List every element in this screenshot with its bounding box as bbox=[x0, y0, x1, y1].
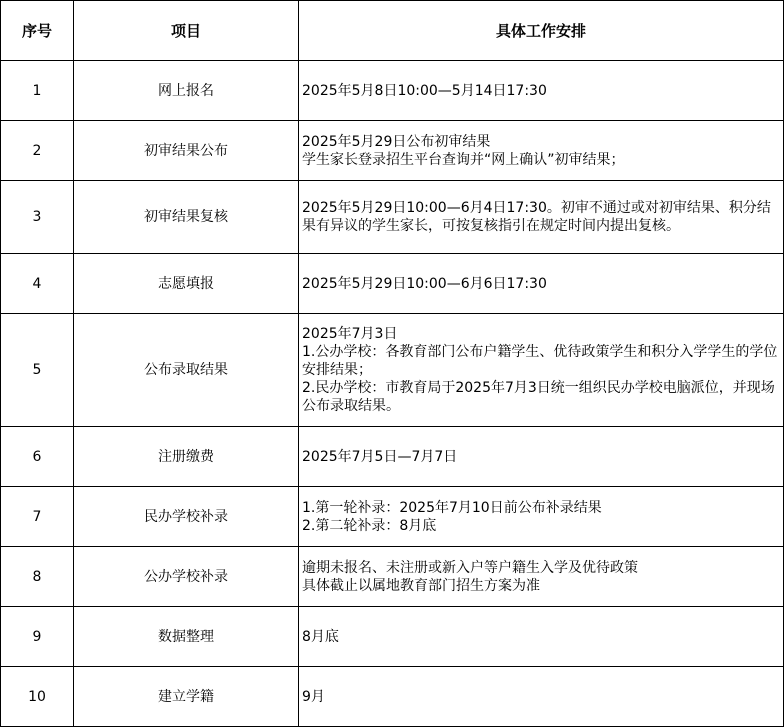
row-no: 2 bbox=[1, 121, 74, 181]
table-row bbox=[1, 667, 784, 727]
row-item: 建立学籍 bbox=[74, 667, 299, 727]
table-row bbox=[1, 121, 784, 181]
row-no: 1 bbox=[1, 61, 74, 121]
row-item: 民办学校补录 bbox=[74, 487, 299, 547]
detail-line: 1.第一轮补录：2025年7月10日前公布补录结果 bbox=[302, 499, 602, 516]
header-row bbox=[1, 1, 784, 61]
detail-line: 8月底 bbox=[302, 628, 339, 645]
table-row bbox=[1, 487, 784, 547]
row-detail bbox=[299, 427, 784, 487]
row-item: 网上报名 bbox=[74, 61, 299, 121]
row-no: 6 bbox=[1, 427, 74, 487]
detail-line: 9月 bbox=[302, 688, 325, 705]
row-item: 注册缴费 bbox=[74, 427, 299, 487]
table-row bbox=[1, 547, 784, 607]
row-item: 初审结果公布 bbox=[74, 121, 299, 181]
header-item: 项目 bbox=[74, 1, 299, 61]
table-row bbox=[1, 314, 784, 427]
table-row bbox=[1, 427, 784, 487]
detail-line: 2025年5月29日10:00—6月4日17:30。初审不通过或对初审结果、积分结果有异议的学生家长，可按复核指引在规定时间内提出复核。 bbox=[302, 200, 771, 234]
detail-line: 2025年7月5日—7月7日 bbox=[302, 448, 458, 465]
detail-line: 2025年7月3日 bbox=[302, 326, 398, 342]
row-item: 公办学校补录 bbox=[74, 547, 299, 607]
row-detail bbox=[299, 121, 784, 181]
row-detail bbox=[299, 667, 784, 727]
detail-line: 2025年5月29日10:00—6月6日17:30 bbox=[302, 275, 547, 292]
row-detail bbox=[299, 487, 784, 547]
row-item: 公布录取结果 bbox=[74, 314, 299, 427]
row-detail bbox=[299, 181, 784, 254]
row-no: 7 bbox=[1, 487, 74, 547]
row-no: 8 bbox=[1, 547, 74, 607]
detail-line: 2.民办学校：市教育局于2025年7月3日统一组织民办学校电脑派位，并现场公布录取结果。 bbox=[302, 380, 775, 414]
table-row bbox=[1, 61, 784, 121]
row-detail bbox=[299, 254, 784, 314]
detail-line: 逾期未报名、未注册或新入户等户籍生入学及优待政策 bbox=[302, 559, 638, 576]
header-no: 序号 bbox=[1, 1, 74, 61]
row-no: 5 bbox=[1, 314, 74, 427]
detail-line: 1.公办学校：各教育部门公布户籍学生、优待政策学生和积分入学学生的学位安排结果； bbox=[302, 344, 778, 378]
row-detail bbox=[299, 314, 784, 427]
detail-line: 2025年5月29日公布初审结果 bbox=[302, 133, 491, 150]
row-no: 9 bbox=[1, 607, 74, 667]
row-item: 志愿填报 bbox=[74, 254, 299, 314]
row-detail bbox=[299, 61, 784, 121]
detail-line: 学生家长登录招生平台查询并“网上确认”初审结果； bbox=[302, 151, 625, 168]
detail-line: 2025年5月8日10:00—5月14日17:30 bbox=[302, 82, 547, 99]
row-no: 4 bbox=[1, 254, 74, 314]
detail-line: 2.第二轮补录：8月底 bbox=[302, 517, 437, 534]
detail-line: 具体截止以属地教育部门招生方案为准 bbox=[302, 577, 540, 594]
table-row bbox=[1, 181, 784, 254]
row-detail bbox=[299, 547, 784, 607]
row-no: 3 bbox=[1, 181, 74, 254]
row-no: 10 bbox=[1, 667, 74, 727]
row-item: 初审结果复核 bbox=[74, 181, 299, 254]
row-detail bbox=[299, 607, 784, 667]
table-row bbox=[1, 254, 784, 314]
row-item: 数据整理 bbox=[74, 607, 299, 667]
table-row bbox=[1, 607, 784, 667]
header-detail: 具体工作安排 bbox=[299, 1, 784, 61]
